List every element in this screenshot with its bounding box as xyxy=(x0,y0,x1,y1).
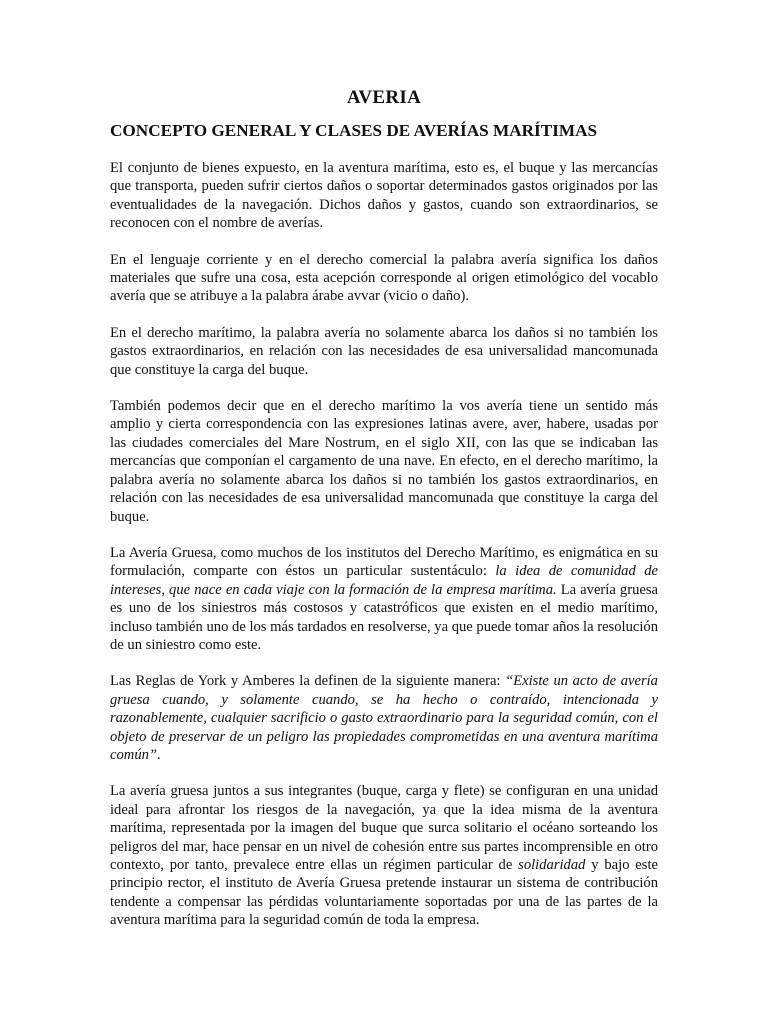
italic-word: solidaridad xyxy=(518,857,586,873)
paragraph-3 xyxy=(110,324,658,379)
paragraph-text: Las Reglas de York y Amberes la definen de la siguiente manera: xyxy=(110,673,506,690)
italic-quote: “Existe un acto de avería gruesa cuando, y solamente cuando, se ha hecho o contraído, intencionada y razonablemente, cualquier sacrificio o gasto extraordinario para la seguridad común, con el objeto de preservar de un peligro las propiedades comprometidas en una aventura marítima común” xyxy=(110,673,658,763)
paragraph-5 xyxy=(110,544,658,654)
document-title: AVERIA xyxy=(346,87,422,108)
paragraph-text: El conjunto de bienes expuesto, en la aventura marítima, esto es, el buque y las mercancías que transporta, pueden sufrir ciertos daños o soportar determinados gastos originados por las eventualidades de la navegación. Dichos daños y gastos, cuando son extraordinarios, se reconocen con el nombre de averías. xyxy=(110,160,658,232)
paragraph-4 xyxy=(110,397,658,526)
paragraph-1 xyxy=(110,159,658,233)
paragraph-6 xyxy=(110,672,658,764)
italic-phrase: la idea de comunidad de intereses, que nace en cada viaje con la formación de la empresa marítima. xyxy=(110,563,658,598)
paragraph-2 xyxy=(110,251,658,306)
paragraph-text: La avería gruesa es uno de los siniestros más costosos y catastróficos que existen en el medio marítimo, incluso también uno de los más tardados en resolverse, ya que puede tomar años la resolución de un siniestro como este. xyxy=(110,581,658,653)
paragraph-text: La avería gruesa juntos a sus integrantes (buque, carga y flete) se configuran en una unidad ideal para afrontar los riesgos de la navegación, ya que la idea misma de la aventura marítima, representada por la imagen del buque que surca solitario el océano sorteando los peligros del mar, hace pensar en un nivel de cohesión entre sus partes incomprensible en otro contexto, por tanto, prevalece entre ellas un régimen particular de xyxy=(110,783,658,873)
paragraph-text: También podemos decir que en el derecho marítimo la vos avería tiene un sentido más amplio y cierta correspondencia con las expresiones latinas avere, aver, habere, usadas por las ciudades comerciales del Mare Nostrum, en el siglo XII, con las que se indicaban las mercancías que componían el cargamento de una nave. En efecto, en el derecho marítimo, la palabra avería no solamente abarca los daños si no también los gastos extraordinarios, en relación con las necesidades de esa universalidad mancomunada que constituye la carga del buque. xyxy=(110,398,658,525)
paragraph-text: . xyxy=(157,746,161,763)
paragraph-text: En el derecho marítimo, la palabra avería no solamente abarca los daños si no también los gastos extraordinarios, en relación con las necesidades de esa universalidad mancomunada que constituye la carga del buque. xyxy=(110,324,658,378)
paragraph-7 xyxy=(110,782,658,929)
section-heading: CONCEPTO GENERAL Y CLASES DE AVERÍAS MARÍTIMAS xyxy=(110,121,598,140)
paragraph-text: En el lenguaje corriente y en el derecho comercial la palabra avería significa los daños materiales que sufre una cosa, esta acepción corresponde al origen etimológico del vocablo avería que se atribuye a la palabra árabe avvar (vicio o daño). xyxy=(110,251,658,305)
paragraph-text: y bajo este principio rector, el instituto de Avería Gruesa pretende instaurar un sistema de contribución tendente a compensar las pérdidas voluntariamente soportadas por una de las partes de la aventura marítima para la seguridad común de toda la empresa. xyxy=(110,857,658,929)
paragraph-text: La Avería Gruesa, como muchos de los institutos del Derecho Marítimo, es enigmática en su formulación, comparte con éstos un particular sustentáculo: xyxy=(110,544,658,580)
document-page xyxy=(110,86,658,948)
